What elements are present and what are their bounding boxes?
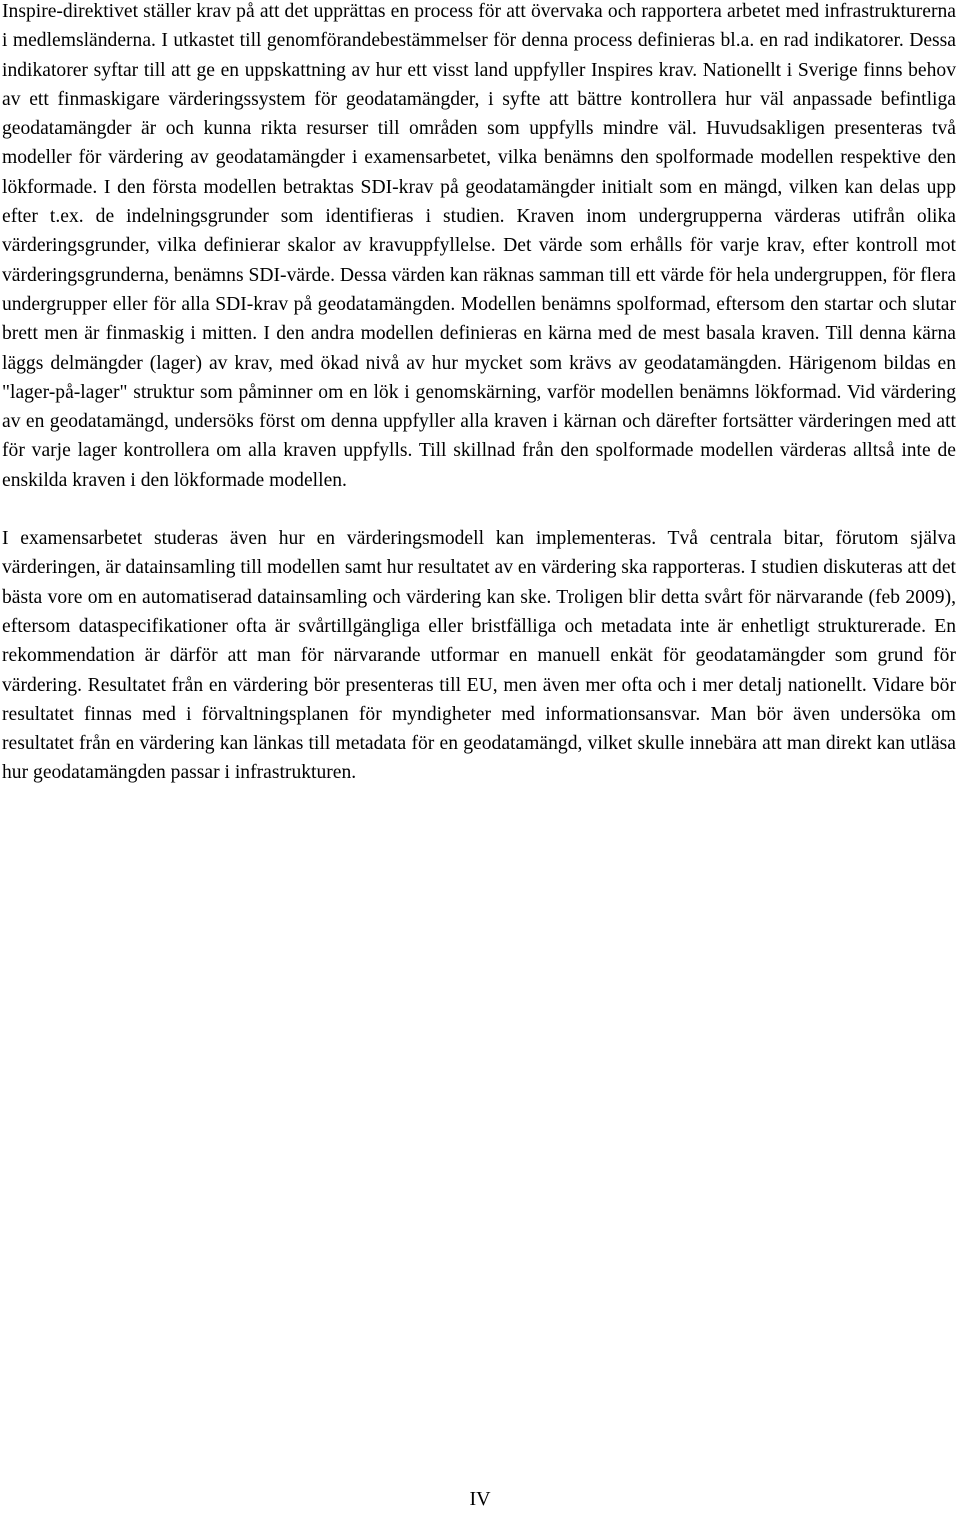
body-paragraph-1: Inspire-direktivet ställer krav på att det upprättas en process för att övervaka och rapportera arbetet med infrastrukturerna i medlemsländerna. I utkastet till genomförandebestämmelser för denna process definieras bl.a. en rad indikatorer. Dessa indikatorer syftar till att ge en uppskattning av hur ett visst land uppfyller Inspires krav. Nationellt i Sverige finns behov av ett finmaskigare värderingssystem för geodatamängder, i syfte att bättre kontrollera hur väl anpassade befintliga geodatamängder är och kunna rikta resurser till områden som uppfylls mindre väl. Huvudsakligen presenteras två modeller för värdering av geodatamängder i examensarbetet, vilka benämns den spolformade modellen respektive den lökformade. I den första modellen betraktas SDI-krav på geodatamängder initialt som en mängd, vilken kan delas upp efter t.ex. de indelningsgrunder som identifieras i studien. Kraven inom undergrupperna värderas utifrån olika värderingsgrunder, vilka definierar skalor av kravuppfyllelse. Det värde som erhålls för varje krav, efter kontroll mot värderingsgrunderna, benämns SDI-värde. Dessa värden kan räknas samman till ett värde för hela undergruppen, för flera undergrupper eller för alla SDI-krav på geodatamängden. Modellen benämns spolformad, eftersom den startar och slutar brett men är finmaskig i mitten. I den andra modellen definieras en kärna med de mest basala kraven. Till denna kärna läggs delmängder (lager) av krav, med ökad nivå av hur mycket som krävs av geodatamängden. Härigenom bildas en "lager-på-lager" struktur som påminner om en lök i genomskärning, varför modellen benämns lökformad. Vid värdering av en geodatamängd, undersöks först om denna uppfyller alla kraven i kärnan och därefter fortsätter värderingen med att för varje lager kontrollera om alla kraven uppfylls. Till skillnad från den spolformade modellen värderas alltså inte de enskilda kraven i den lökformade modellen.	[2, 1, 956, 491]
page-number: IV	[469, 1488, 491, 1510]
body-paragraph-2: I examensarbetet studeras även hur en värderingsmodell kan implementeras. Två centrala bitar, förutom själva värderingen, är datainsamling till modellen samt hur resultatet av en värdering ska rapporteras. I studien diskuteras att det bästa vore om en automatiserad datainsamling och värdering kan ske. Troligen blir detta svårt för närvarande (feb 2009), eftersom dataspecifikationer ofta är svårtillgängliga eller bristfälliga och metadata inte är enhetligt strukturerade. En rekommendation är därför att man för närvarande utformar en manuell enkät för geodatamängder som grund för värdering. Resultatet från en värdering bör presenteras till EU, men även mer ofta och i mer detalj nationellt. Vidare bör resultatet finnas med i förvaltningsplanen för myndigheter med informationsansvar. Man bör även undersöka om resultatet från en värdering kan länkas till metadata för en geodatamängd, vilket skulle innebära att man direkt kan utläsa hur geodatamängden passar i infrastrukturen.	[2, 528, 956, 784]
